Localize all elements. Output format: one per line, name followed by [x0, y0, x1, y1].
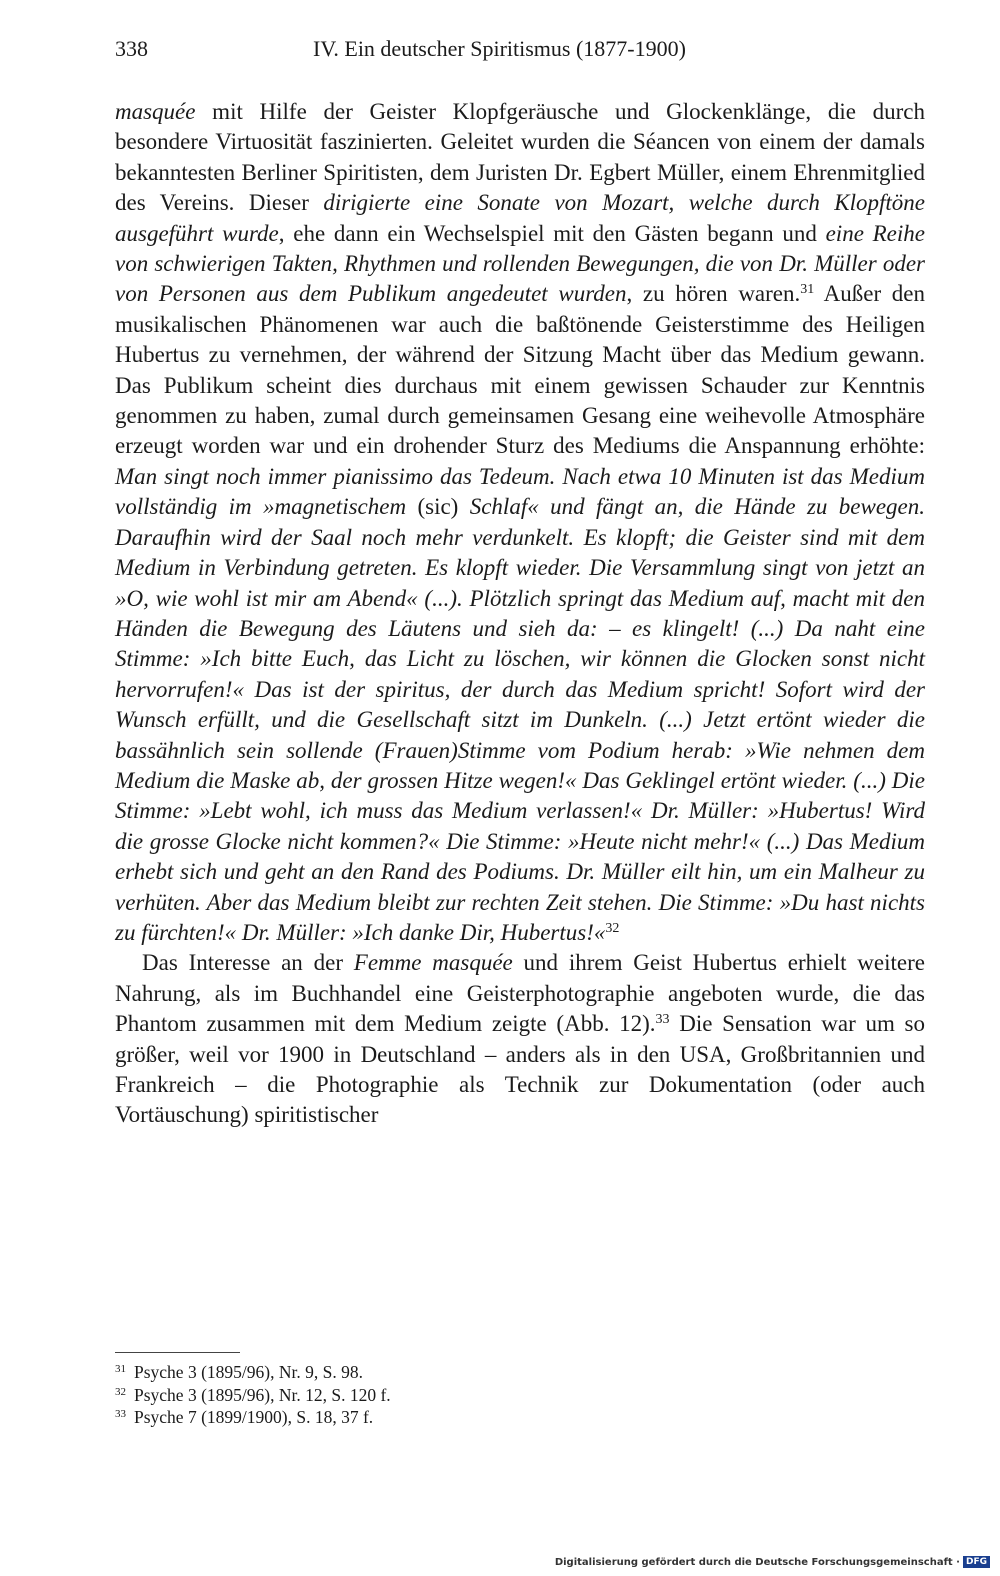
- footnote-divider: [115, 1352, 240, 1353]
- text-span: Das Interesse an der: [142, 950, 354, 976]
- footnote-text: Psyche 3 (1895/96), Nr. 12, S. 120 f.: [134, 1384, 391, 1405]
- running-header: [115, 36, 925, 68]
- text-span: dirigierte eine Sonate von Mozart, welche durch Klopftöne ausgeführt wurde: [115, 190, 925, 246]
- text-span: , ehe dann ein Wechselspiel mit den Gästen begann und: [278, 220, 826, 246]
- text-span: (sic): [406, 494, 470, 520]
- footnote-31: [115, 1361, 925, 1384]
- dfg-logo: DFG: [963, 1556, 990, 1568]
- footnote-number: 32: [115, 1385, 126, 1398]
- digitization-credit: [555, 1556, 990, 1568]
- footnote-text: Psyche 7 (1899/1900), S. 18, 37 f.: [134, 1407, 374, 1427]
- credit-text: Digitalisierung gefördert durch die Deutsche Forschungsgemeinschaft ·: [554, 1557, 960, 1568]
- footnote-ref-31: 31: [800, 282, 815, 298]
- body-text: [115, 97, 925, 1131]
- text-span: und ihrem Geist Hubertus erhielt weitere Nahrung, als im Buchhandel eine Geisterphotographie angeboten wurde, die das Phantom zusammen mit dem Medium zeigte (Abb. 12).: [115, 950, 925, 1037]
- text-span: Die Sensation war um so größer, weil vor 1900 in Deutschland – anders als in den USA, Großbritannien und Frankreich – die Photographie als Technik zur Dokumentation (oder auch Vortäuschung) spiritistischer: [115, 1011, 925, 1128]
- text-span: mit Hilfe der Geister Klopfgeräusche und Glockenklänge, die durch besondere Virtuosität faszinierten. Geleitet wurden die Séancen von einem der damals bekanntesten Berliner Spiritisten, dem Juristen Dr. Egbert Müller, einem Ehrenmitglied des Vereins. Dieser: [115, 99, 925, 216]
- quotation: Man singt noch immer pianissimo das Tedeum. Nach etwa 10 Minuten ist das Medium vollständig im »magnetischem: [115, 463, 925, 520]
- text-span: eine Reihe von schwierigen Takten, Rhythmen und rollenden Bewegungen, die von Dr. Müller oder von Personen aus dem Publikum angedeutet wurden: [115, 220, 925, 307]
- paragraph-1: [115, 97, 925, 948]
- footnote-number: 33: [115, 1408, 126, 1420]
- text-span: Außer den musikalischen Phänomenen war auch die baßtönende Geisterstimme des Heiligen Hubertus zu vernehmen, der während der Sitzung Macht über das Medium gewann. Das Publikum scheint dies durchaus mit einem gewissen Schauder zur Kenntnis genommen zu haben, zumal durch gemeinsamen Gesang eine weihevolle Atmosphäre erzeugt worden war und ein drohender Sturz des Mediums die Anspannung erhöhte:: [115, 281, 926, 459]
- running-title: IV. Ein deutscher Spiritismus (1877-1900): [313, 36, 686, 61]
- footnote-number: 31: [115, 1363, 126, 1375]
- footnote-33: [115, 1406, 925, 1429]
- footnote-ref-32: 32: [605, 920, 620, 936]
- paragraph-2: [115, 948, 925, 1130]
- footnote-32: [115, 1384, 925, 1407]
- text-span: , zu hören waren.: [626, 281, 801, 307]
- footnote-text: Psyche 3 (1895/96), Nr. 9, S. 98.: [134, 1362, 363, 1382]
- footnote-ref-33: 33: [655, 1012, 670, 1028]
- page-number: 338: [115, 36, 148, 61]
- quotation: Schlaf« und fängt an, die Hände zu bewegen. Daraufhin wird der Saal noch mehr verdunkelt. Es klopft; die Geister sind mit dem Medium in Verbindung getreten. Es klopft wieder. Die Versammlung singt von jetzt an »O, wie wohl ist mir am Abend« (...). Plötzlich springt das Medium auf, macht mit den Händen die Bewegung des Läutens und sieh da: – es klingelt! (...) Da naht eine Stimme: »Ich bitte Euch, das Licht zu löschen, wir können die Glocken sonst nicht hervorrufen!« Das ist der spiritus, der durch das Medium spricht! Sofort wird der Wunsch erfüllt, und die Gesellschaft sitzt im Dunkeln. (...) Jetzt ertönt wieder die bassähnlich sein sollende (Frauen)Stimme vom Podium herab: »Wie nehmen dem Medium die Maske ab, der grossen Hitze wegen!« Das Geklingel ertönt wieder. (...) Die Stimme: »Lebt wohl, ich muss das Medium verlassen!« Dr. Müller: »Hubertus! Wird die grosse Glocke nicht kommen?« Die Stimme: »Heute nicht mehr!« (...) Das Medium erhebt sich und geht an den Rand des Podiums. Dr. Müller eilt hin, um ein Malheur zu verhüten. Aber das Medium bleibt zur rechten Zeit stehen. Die Stimme: »Du hast nichts zu fürchten!« Dr. Müller: »Ich danke Dir, Hubertus!«: [115, 494, 926, 945]
- text-span: Femme masquée: [353, 950, 513, 976]
- footnotes: [115, 1361, 925, 1429]
- text-span: masquée: [115, 99, 196, 124]
